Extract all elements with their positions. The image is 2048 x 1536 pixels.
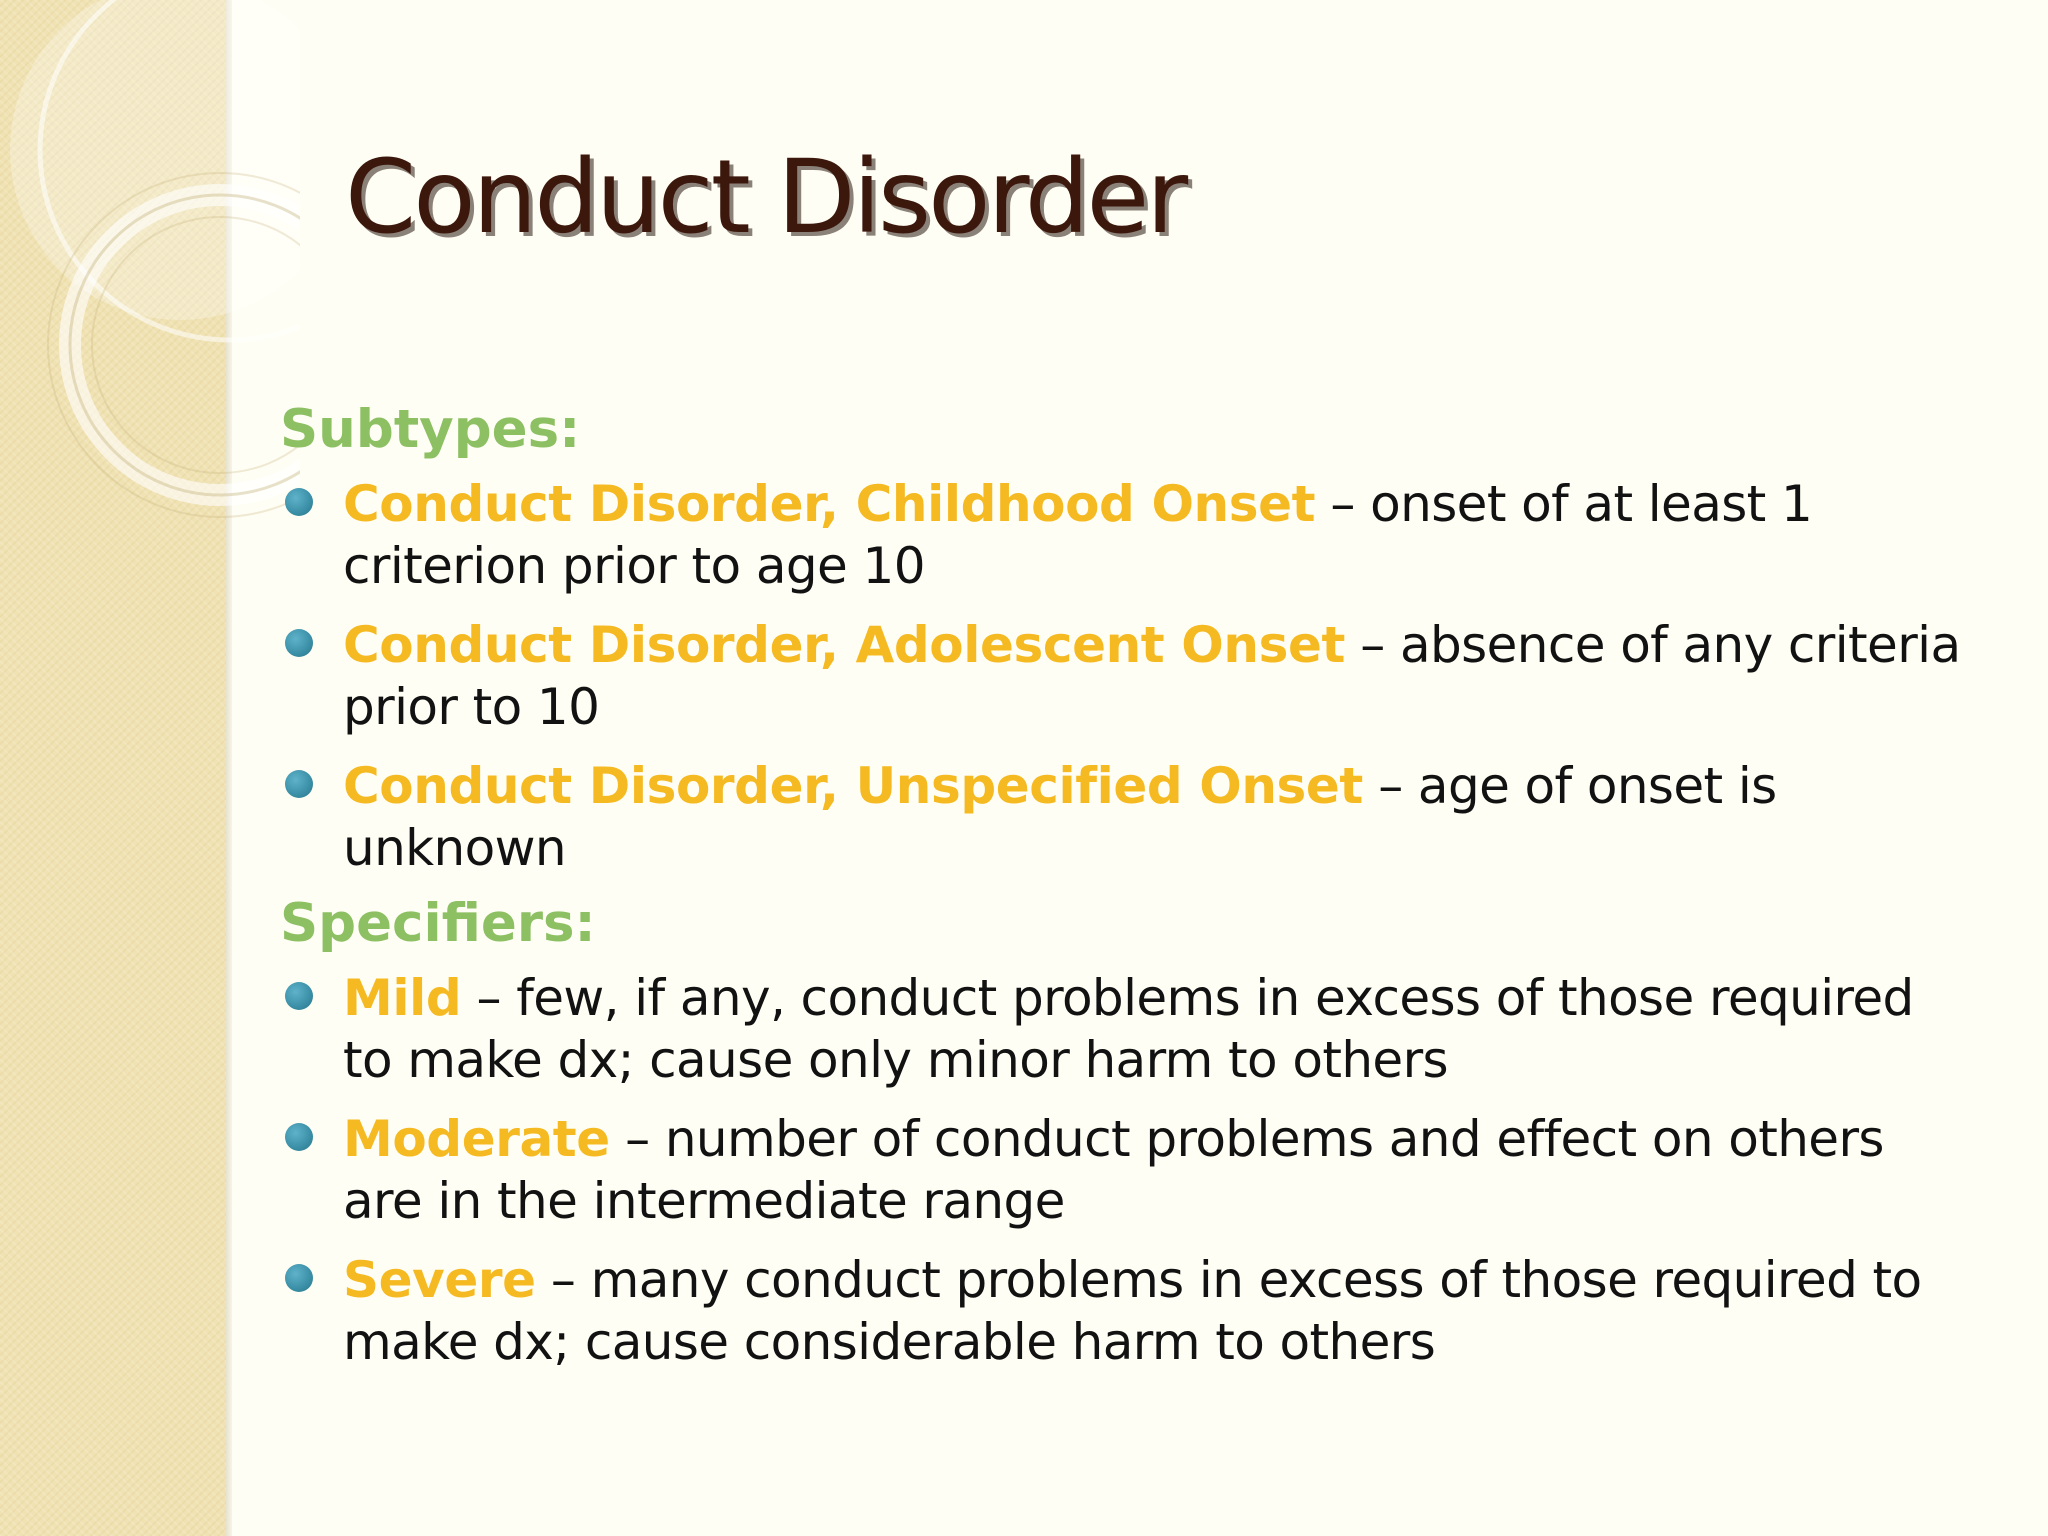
list-item: [280, 473, 1970, 597]
item-description: – absence of any criteria prior to 10: [343, 616, 1961, 736]
slide-title: Conduct Disorder: [345, 138, 1186, 257]
item-description: – age of onset is unknown: [343, 757, 1777, 877]
bullet-dot-icon: [285, 488, 313, 516]
section-heading-subtypes: Subtypes:: [280, 399, 581, 460]
bullet-dot-icon: [285, 1264, 313, 1292]
list-item: [280, 967, 1970, 1091]
list-item: [280, 614, 1970, 738]
subtypes-list: [280, 473, 1970, 879]
item-description: – onset of at least 1 criterion prior to age 10: [343, 475, 1813, 595]
slide-body: [280, 395, 1970, 1373]
bullet-dot-icon: [285, 1123, 313, 1151]
decorative-rings: [0, 0, 300, 560]
list-item: [280, 1108, 1970, 1232]
bullet-dot-icon: [285, 770, 313, 798]
item-term: Conduct Disorder, Unspecified Onset: [343, 757, 1363, 815]
section-heading-specifiers: Specifiers:: [280, 893, 596, 954]
item-description: – few, if any, conduct problems in excess of those required to make dx; cause only minor harm to others: [343, 969, 1914, 1089]
item-term: Severe: [343, 1251, 536, 1309]
specifiers-list: [280, 967, 1970, 1373]
item-term: Conduct Disorder, Childhood Onset: [343, 475, 1316, 533]
item-term: Mild: [343, 969, 462, 1027]
bullet-dot-icon: [285, 982, 313, 1010]
list-item: [280, 1249, 1970, 1373]
list-item: [280, 755, 1970, 879]
item-description: – number of conduct problems and effect on others are in the intermediate range: [343, 1110, 1884, 1230]
bullet-dot-icon: [285, 629, 313, 657]
item-description: – many conduct problems in excess of those required to make dx; cause considerable harm to others: [343, 1251, 1922, 1371]
item-term: Moderate: [343, 1110, 610, 1168]
item-term: Conduct Disorder, Adolescent Onset: [343, 616, 1345, 674]
